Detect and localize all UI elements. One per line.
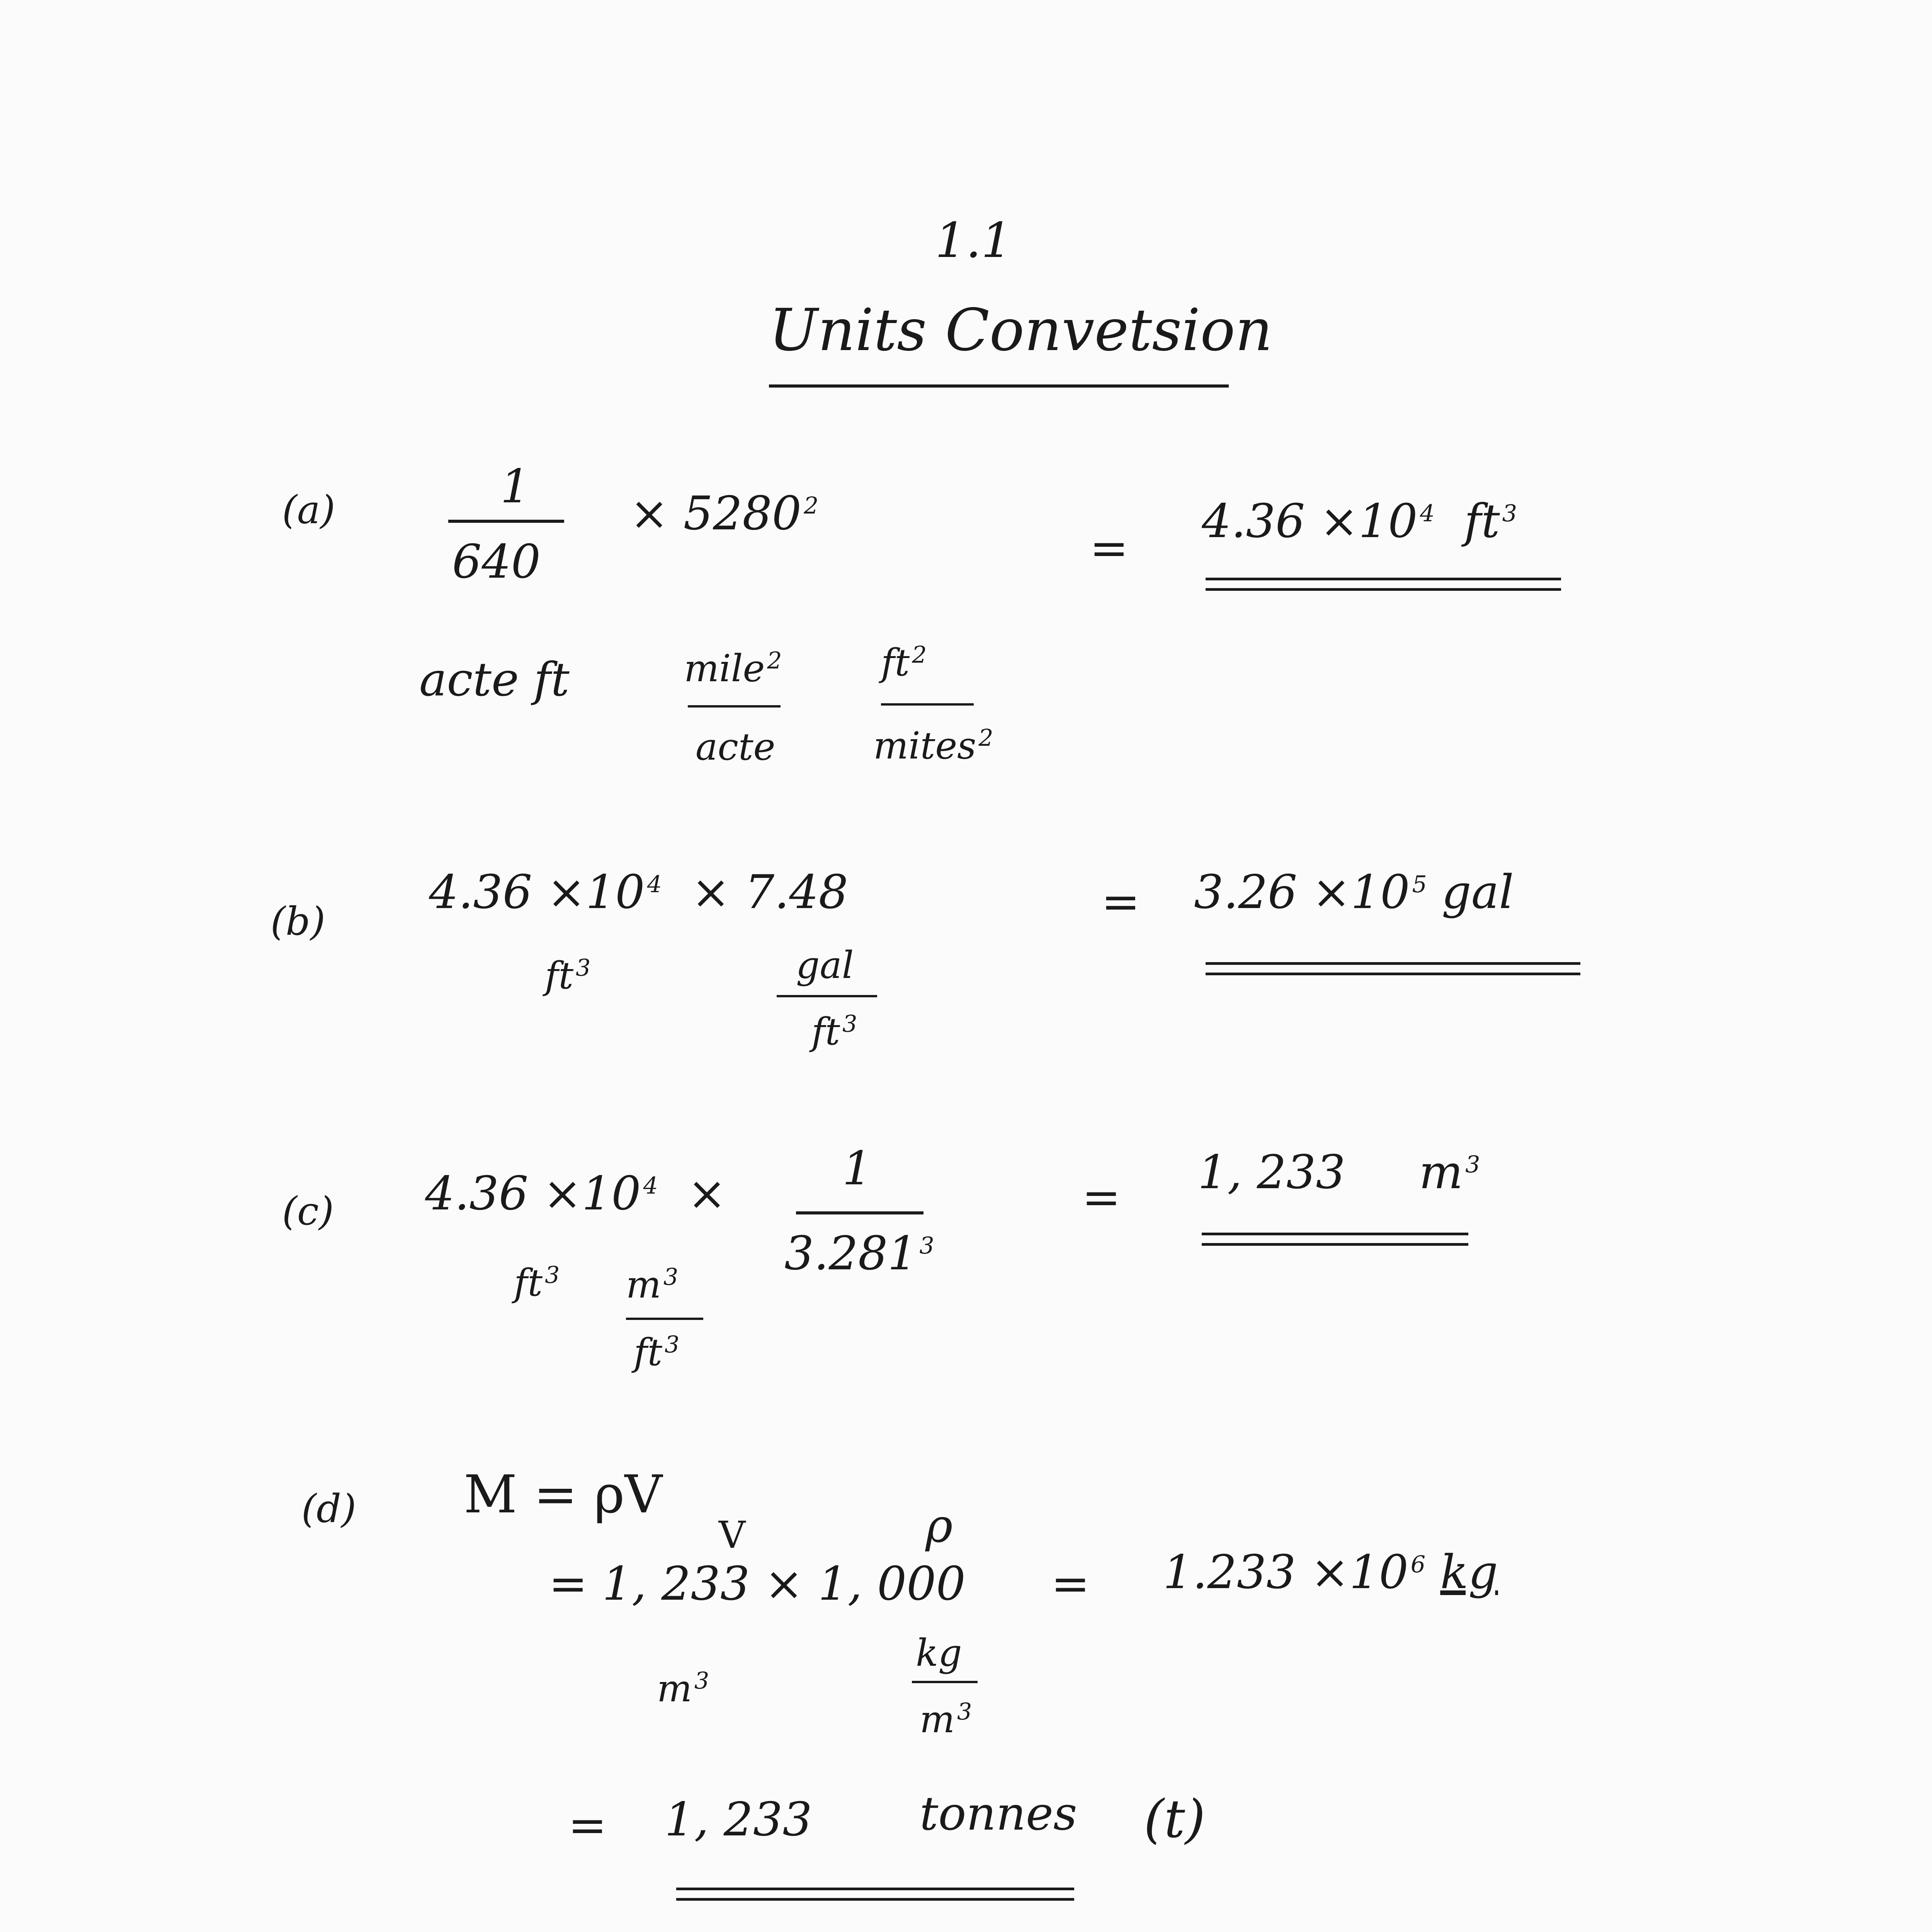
part-a-unit-miles2 [873,724,993,767]
part-a-fraction-bar [448,520,564,523]
part-b-unit-gal-den [811,1010,857,1053]
part-c-result-unit: m [1419,1146,1463,1199]
part-c-numerator: 1 [842,1142,872,1196]
part-a-unit-ft2-bar [881,703,974,706]
part-a-result-value: 4.36 ×10 [1202,495,1418,548]
section-number: 1.1 [935,213,1012,269]
part-a-result-double-underline [1206,578,1561,591]
part-c-unit-ft3 [514,1261,560,1304]
part-b-unit-gal-den-base: ft [811,1010,840,1053]
part-a-unit-ft2-num-exp: 2 [912,641,927,668]
part-c-unit-ft3-exp: 3 [545,1262,560,1289]
part-c-unit-m3 [626,1263,679,1306]
part-d-label-rho: ρ [925,1499,953,1553]
part-d-unit-m3 [657,1667,709,1710]
part-d-unit-m3-base: m [657,1667,692,1710]
part-c-expression-value: 4.36 ×10 [425,1167,641,1221]
part-a-label: (a) [282,487,335,532]
part-b-unit-ft3-base: ft [545,954,574,997]
part-b-unit-gal: gal [796,944,854,987]
part-b-unit-gal-bar [777,995,877,997]
part-c-unit-m3-den-exp: 3 [665,1331,680,1358]
part-b-unit-ft3 [545,954,591,997]
part-c-fraction-bar [796,1211,923,1214]
part-b-result-exp: 5 [1412,871,1427,898]
part-c-equals: = [1082,1171,1121,1225]
part-b-unit-gal-den-exp: 3 [842,1010,857,1037]
part-a-unit-ft2 [881,641,927,684]
part-a-result-unit: ft [1464,495,1500,548]
part-c-result-unit-exp: 3 [1465,1151,1480,1178]
part-c-expression [425,1167,726,1221]
part-d-result2 [1163,1546,1498,1599]
part-a-multiplier-exp: 2 [804,492,819,519]
part-c-denominator-exp: 3 [919,1232,934,1259]
part-c-unit-m3-num-exp: 3 [663,1264,679,1291]
part-b-label: (b) [270,899,326,944]
part-a-unit-mile2-bar [688,705,781,707]
part-d-line3-value: 1, 233 [665,1793,812,1847]
part-b-equals: = [1101,875,1140,929]
part-b-result-value: 3.26 ×10 [1194,866,1410,919]
part-a-result-unit-exp: 3 [1502,500,1517,527]
part-c-result-value: 1, 233 [1198,1146,1345,1199]
part-d-result-double-underline [676,1888,1074,1901]
part-d-equals2: = [1051,1557,1090,1611]
part-a-unit-acre-ft: acte ft [419,653,570,707]
part-b-multiplier: × 7.48 [691,866,848,919]
part-c-unit-m3-den [634,1331,680,1374]
part-d-line3-abbr: (t) [1144,1789,1206,1849]
part-c-unit-m3-den-base: ft [634,1331,663,1374]
part-c-result-double-underline [1202,1233,1468,1246]
part-d-line3-unit: tonnes [920,1787,1077,1841]
part-b-result [1194,866,1514,919]
part-a-result [1202,495,1517,548]
part-d-result2-value: 1.233 ×10 [1163,1546,1408,1599]
part-b-result-double-underline [1206,962,1580,975]
part-d-unit-kg-den-base: m [920,1698,955,1741]
part-c-denominator [784,1227,934,1281]
part-b-expression-value: 4.36 ×10 [429,866,645,919]
part-a-numerator: 1 [500,460,530,514]
part-d-label: (d) [301,1486,357,1531]
part-a-unit-mile2-num-exp: 2 [767,647,782,674]
part-d-formula: M = ρV [464,1464,663,1525]
part-a-equals: = [1090,522,1129,575]
part-d-label-v: V [719,1514,746,1557]
part-c-multiplier: × [687,1167,726,1221]
part-d-line2: = 1, 233 × 1, 000 [549,1557,966,1611]
part-d-unit-kg: kg [916,1631,962,1675]
part-c-result [1198,1146,1480,1199]
part-a-multiplier [630,487,819,541]
part-c-unit-m3-num: m [626,1263,662,1306]
page-title: Units Convetsion [769,297,1273,364]
part-a-unit-acre-den: acte [696,725,776,769]
part-b-result-unit: gal [1441,866,1514,919]
part-d-line3-equals: = [568,1799,607,1852]
part-c-expression-exp: 4 [643,1172,658,1199]
part-c-unit-ft3-base: ft [514,1261,543,1304]
part-d-unit-kg-den [920,1698,972,1741]
part-d-unit-kg-bar [912,1681,978,1683]
part-a-unit-miles2-den: mites [873,724,976,767]
part-d-unit-kg-den-exp: 3 [957,1698,972,1725]
title-underline [769,384,1229,388]
part-b-expression-exp: 4 [647,871,662,898]
part-a-unit-mile2 [684,647,782,690]
part-a-multiplier-value: × 5280 [630,487,802,541]
part-c-denominator-value: 3.281 [784,1227,917,1281]
part-a-result-exp: 4 [1420,500,1435,527]
part-d-result2-unit: kg [1440,1546,1498,1599]
part-c-label: (c) [282,1189,334,1234]
part-a-unit-miles2-den-exp: 2 [978,724,993,752]
part-c-unit-m3-bar [626,1318,703,1320]
part-b-expression [429,866,848,919]
part-d-unit-m3-exp: 3 [694,1667,709,1694]
part-a-denominator: 640 [452,535,541,589]
part-a-unit-mile2-num: mile [684,647,765,690]
part-b-unit-ft3-exp: 3 [576,954,591,981]
part-a-unit-ft2-num: ft [881,641,910,684]
part-d-result2-exp: 6 [1410,1551,1426,1578]
